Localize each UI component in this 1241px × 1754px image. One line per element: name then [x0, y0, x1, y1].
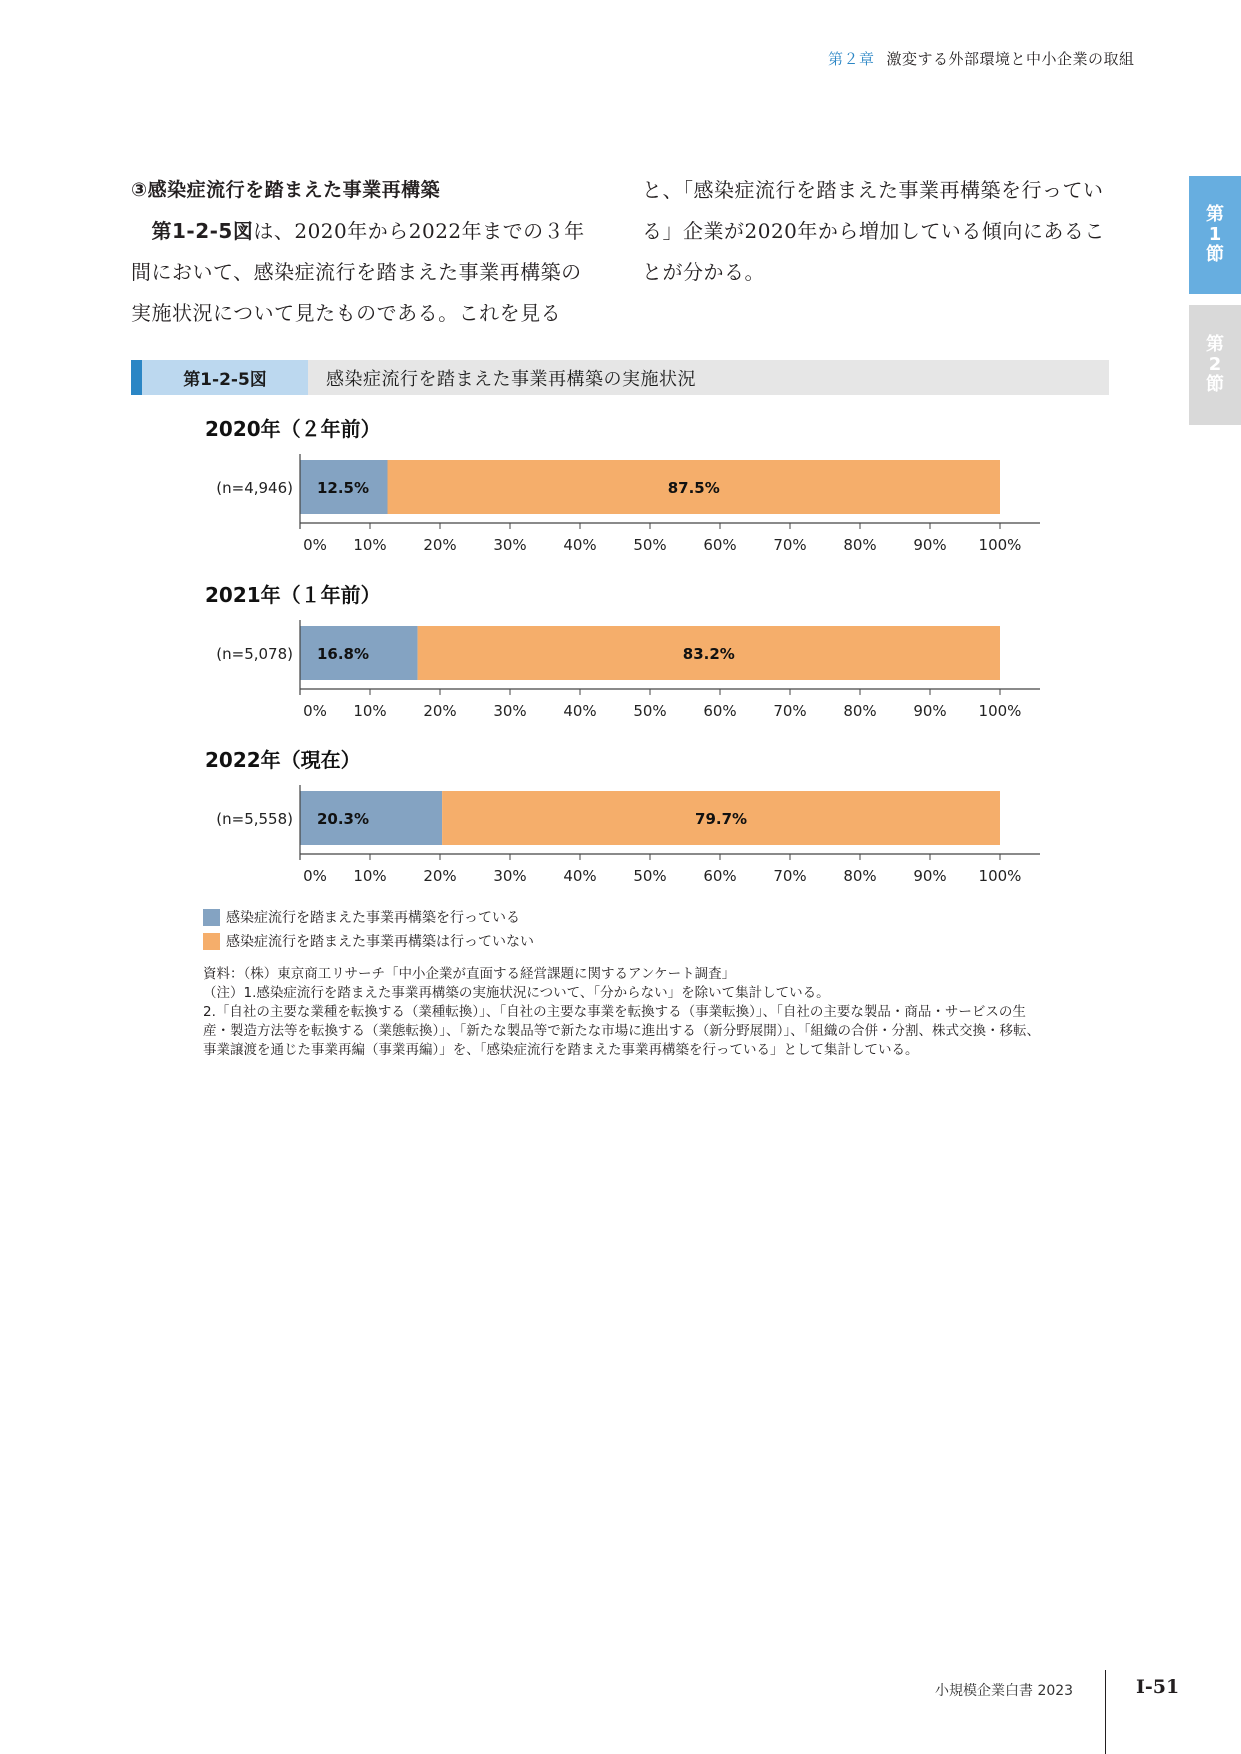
x-tick-label: 40% [563, 702, 597, 720]
panel-title: 2022年（現在） [205, 748, 361, 772]
paragraph-text: と、「感染症流行を踏まえた事業再構築を行っている」企業が2020年から増加している傾向にあることが分かる。 [642, 178, 1105, 284]
x-tick-label: 60% [703, 867, 737, 885]
tab-char: 1 [1208, 224, 1222, 245]
x-tick-label: 30% [493, 536, 527, 554]
body-paragraph [131, 211, 601, 334]
x-tick-label: 0% [303, 536, 327, 554]
x-tick-label: 20% [423, 867, 457, 885]
body-column-left [131, 170, 601, 334]
x-tick-label: 90% [913, 702, 947, 720]
tab-char: 節 [1206, 244, 1224, 265]
x-tick-label: 40% [563, 867, 597, 885]
x-tick-label: 10% [353, 536, 387, 554]
data-label: 16.8% [316, 645, 370, 663]
panel-title: 2020年（２年前） [205, 417, 381, 441]
chapter-title: 激変する外部環境と中小企業の取組 [886, 50, 1135, 68]
data-label: 12.5% [316, 479, 370, 497]
legend-item [203, 907, 520, 927]
data-label: 87.5% [667, 479, 720, 497]
x-tick-label: 50% [633, 867, 667, 885]
section-tab-1[interactable] [1189, 176, 1241, 294]
data-label: 20.3% [316, 810, 370, 828]
x-tick-label: 70% [773, 702, 807, 720]
section-tab-2[interactable] [1189, 305, 1241, 425]
data-label: 83.2% [682, 645, 735, 663]
x-tick-label: 90% [913, 867, 947, 885]
page-number: Ⅰ-51 [1136, 1676, 1180, 1698]
sample-size-label: (n=5,558) [216, 810, 293, 828]
x-tick-label: 50% [633, 536, 667, 554]
tab-char: 2 [1208, 354, 1222, 375]
legend-label: 感染症流行を踏まえた事業再構築は行っていない [226, 934, 534, 950]
paragraph-text: は、2020年から2022年までの３年間において、感染症流行を踏まえた事業再構築の実施状況について見たものである。これを見る [131, 219, 585, 325]
x-tick-label: 0% [303, 702, 327, 720]
chapter-label: 第２章 [828, 50, 875, 68]
body-column-right [642, 170, 1112, 293]
x-tick-label: 70% [773, 867, 807, 885]
figure-reference: 第1-2-5図 [151, 219, 254, 243]
footer-publication-title: 小規模企業白書 2023 [935, 1683, 1074, 1699]
source-note: 資料：（株）東京商工リサーチ「中小企業が直面する経営課題に関するアンケート調査」 [203, 966, 736, 982]
figure-notes [203, 965, 1043, 1060]
x-tick-label: 100% [978, 867, 1022, 885]
figure-number: 第1-2-5図 [142, 360, 308, 395]
x-tick-label: 30% [493, 867, 527, 885]
x-tick-label: 0% [303, 867, 327, 885]
note-2: 2.「自社の主要な業種を転換する（業種転換）」、「自社の主要な事業を転換する（事業転換）」、「自社の主要な製品・商品・サービスの生産・製造方法等を転換する（業態転換）」、「新たな製品等で新たな市場に進出する（新分野展開）」、「組織の合併・分割、株式交換・移転、事業譲渡を通じた事業再編（事業再編）」を、「感染症流行を踏まえた事業再構築を行っている」として集計している。 [203, 1004, 1040, 1058]
legend-swatch-doing [203, 909, 220, 926]
sample-size-label: (n=4,946) [216, 479, 293, 497]
footer-divider [1105, 1670, 1106, 1754]
tab-char: 節 [1206, 374, 1224, 395]
x-tick-label: 90% [913, 536, 947, 554]
figure-header [131, 360, 1109, 395]
x-tick-label: 80% [843, 867, 877, 885]
section-heading: ③感染症流行を踏まえた事業再構築 [131, 179, 441, 201]
x-tick-label: 20% [423, 536, 457, 554]
tab-char: 第 [1206, 334, 1224, 355]
panel-title: 2021年（１年前） [205, 583, 381, 607]
x-tick-label: 40% [563, 536, 597, 554]
x-tick-label: 30% [493, 702, 527, 720]
x-tick-label: 60% [703, 702, 737, 720]
x-tick-label: 100% [978, 536, 1022, 554]
running-head [828, 48, 1135, 69]
x-tick-label: 20% [423, 702, 457, 720]
legend-swatch-not-doing [203, 933, 220, 950]
x-tick-label: 50% [633, 702, 667, 720]
x-tick-label: 80% [843, 536, 877, 554]
x-tick-label: 100% [978, 702, 1022, 720]
sample-size-label: (n=5,078) [216, 645, 293, 663]
x-tick-label: 60% [703, 536, 737, 554]
stacked-bar-chart [0, 400, 1100, 900]
data-label: 79.7% [695, 810, 748, 828]
tab-char: 第 [1206, 204, 1224, 225]
figure-title: 感染症流行を踏まえた事業再構築の実施状況 [326, 368, 696, 390]
x-tick-label: 70% [773, 536, 807, 554]
note-1: （注）1.感染症流行を踏まえた事業再構築の実施状況について、「分からない」を除いて集計している。 [203, 985, 830, 1001]
legend-item [203, 931, 534, 951]
x-tick-label: 10% [353, 867, 387, 885]
x-tick-label: 80% [843, 702, 877, 720]
legend-label: 感染症流行を踏まえた事業再構築を行っている [226, 910, 520, 926]
figure-header-accent [131, 360, 142, 395]
x-tick-label: 10% [353, 702, 387, 720]
